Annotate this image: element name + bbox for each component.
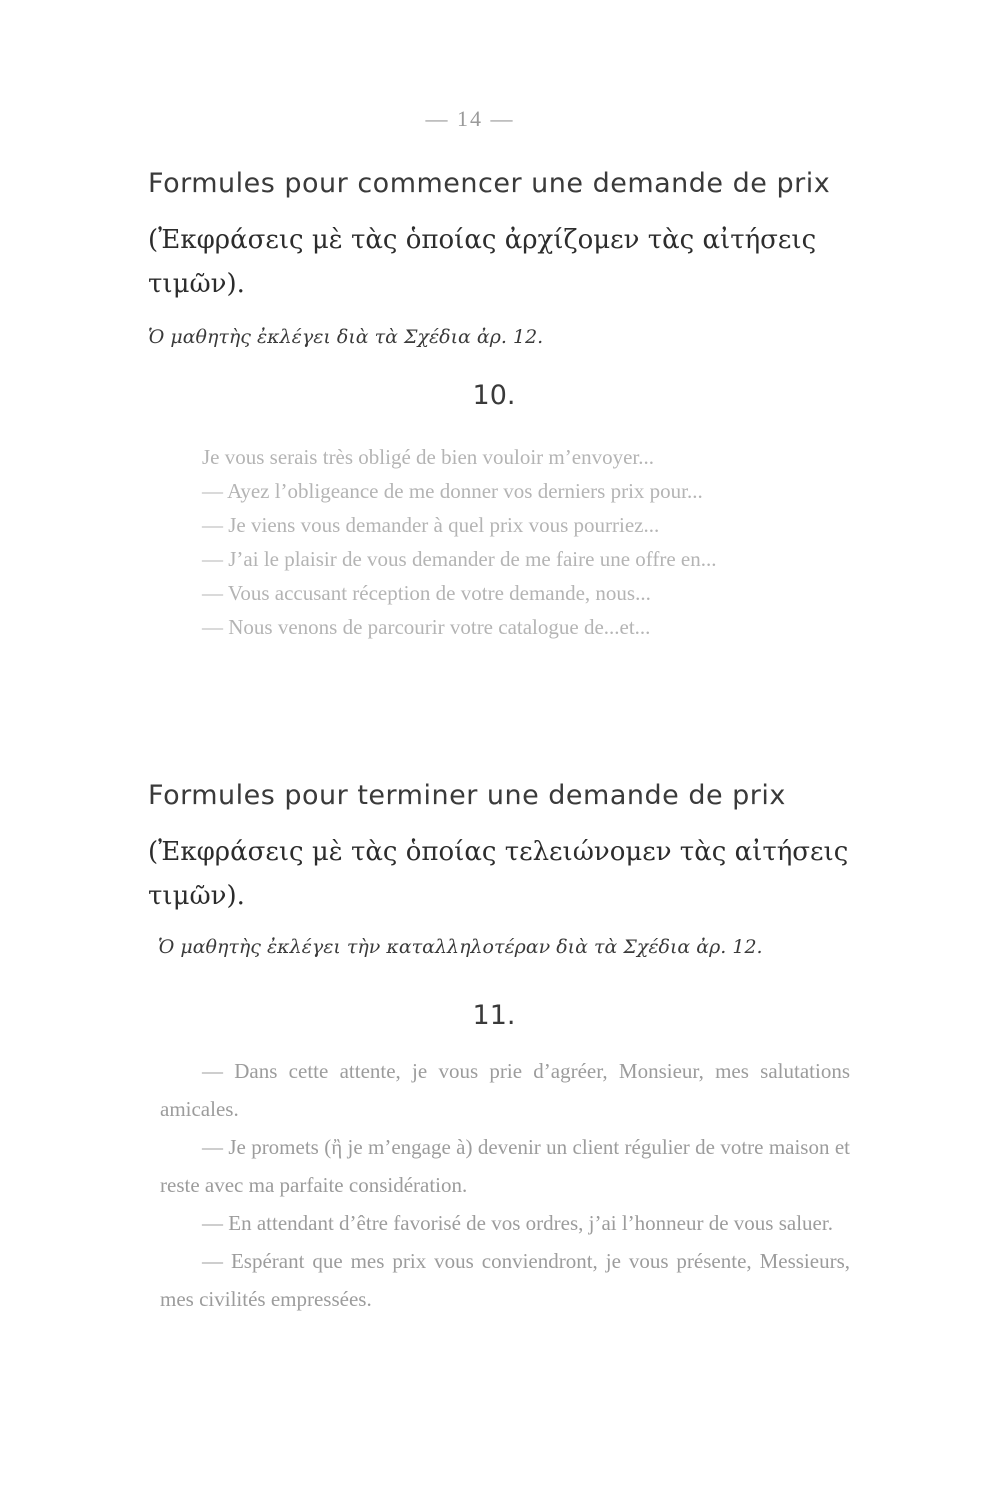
formula-item: — J’ai le plaisir de vous demander de me faire une offre en... [202,547,717,571]
section1-heading: Formules pour commencer une demande de prix [148,168,831,199]
section1-formulas [160,440,850,644]
section2-heading: Formules pour terminer une demande de prix [148,780,786,811]
formula-item: — Nous venons de parcourir votre catalogue de...et... [202,615,651,639]
section2-instruction: Ὁ μαθητὴς ἐκλέγει τὴν καταλληλοτέραν διὰ τὰ Σχέδια ἀρ. 12. [158,936,763,958]
formula-item: — En attendant d’être favorisé de vos ordres, j’ai l’honneur de vous saluer. [202,1211,833,1235]
section1-number: 10. [472,380,516,411]
formula-item: — Vous accusant réception de votre demande, nous... [202,581,651,605]
section2-formulas [160,1052,850,1318]
formula-item: — Dans cette attente, je vous prie d’agréer, Monsieur, mes salutations amicales. [160,1059,850,1121]
formula-item: — Je promets (ἢ je m’engage à) devenir un client régulier de votre maison et reste avec ma parfaite considération. [160,1135,850,1197]
page-number: — 14 — [425,106,515,131]
section1-instruction: Ὁ μαθητὴς ἐκλέγει διὰ τὰ Σχέδια ἀρ. 12. [148,326,544,348]
section2-greek-title: (Ἐκφράσεις μὲ τὰς ὁποίας τελειώνομεν τὰς αἰτήσεις τιμῶν). [148,837,849,911]
formula-item: — Je viens vous demander à quel prix vous pourriez... [202,513,660,537]
section2-number: 11. [472,1000,516,1031]
formula-item: Je vous serais très obligé de bien vouloir m’envoyer... [202,445,654,469]
formula-item: — Espérant que mes prix vous conviendront, je vous présente, Messieurs, mes civilités empressées. [160,1249,850,1311]
section1-greek-title: (Ἐκφράσεις μὲ τὰς ὁποίας ἀρχίζομεν τὰς αἰτήσεις τιμῶν). [148,225,817,299]
formula-item: — Ayez l’obligeance de me donner vos derniers prix pour... [202,479,703,503]
